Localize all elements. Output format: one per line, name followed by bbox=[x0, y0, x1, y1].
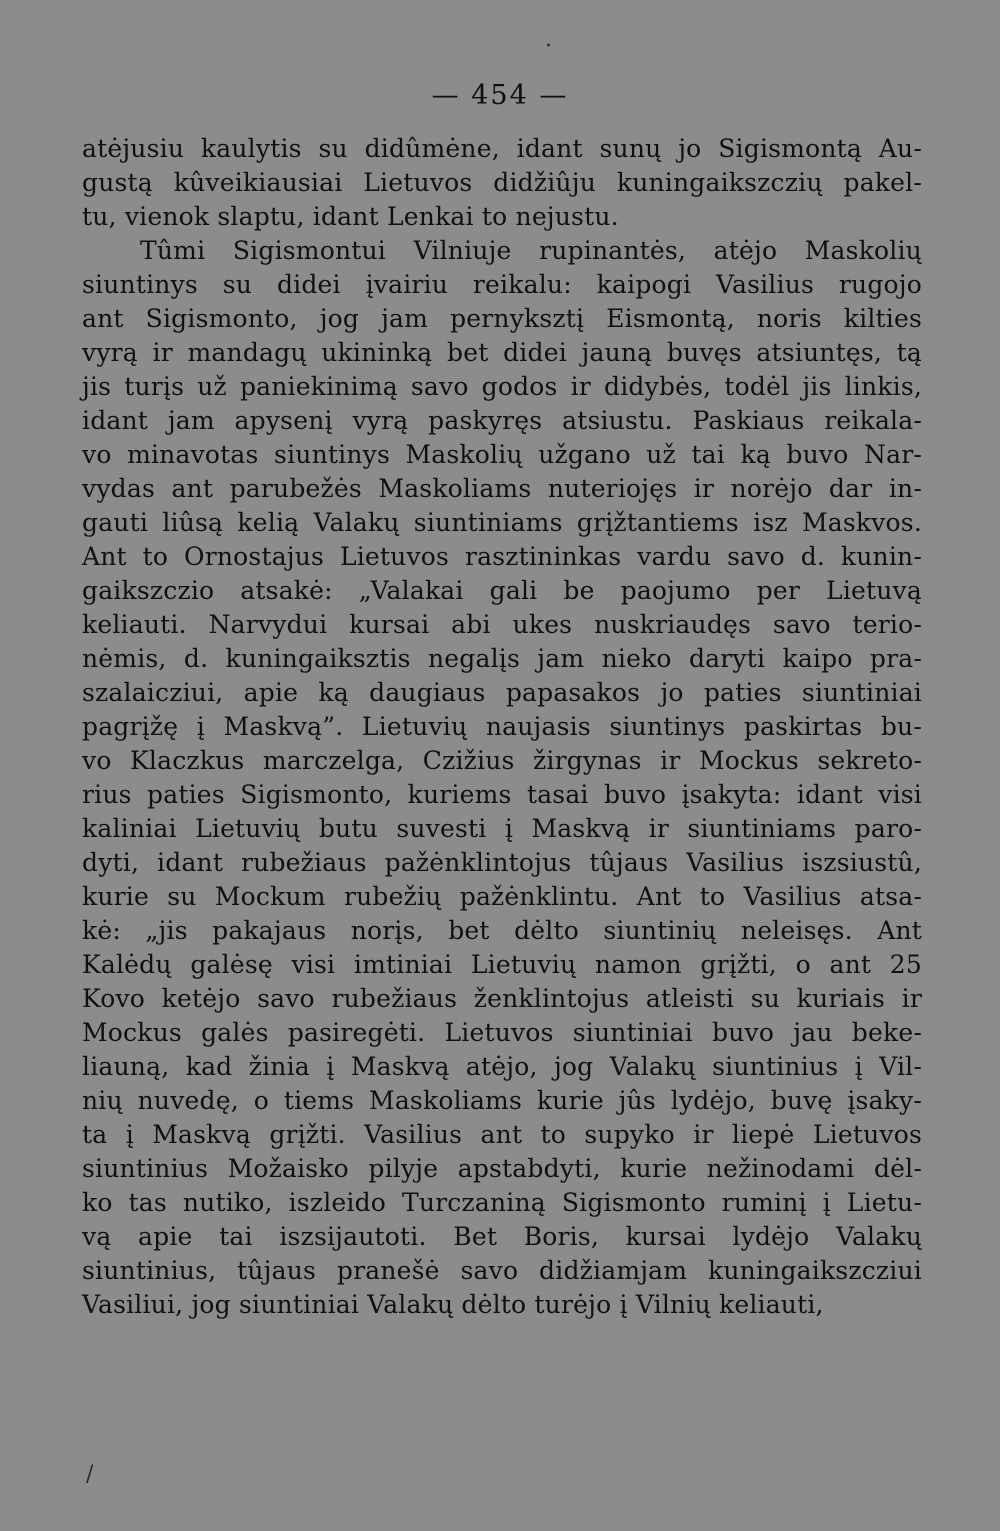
text-line: siuntinius, tûjaus pranešė savo didžiamjam kuningaikszcziui bbox=[82, 1256, 922, 1285]
text-line: vydas ant parubežės Maskoliams nuteriojęs ir norėjo dar in- bbox=[82, 474, 922, 503]
text-line: siuntinys su didei įvairiu reikalu: kaipogi Vasilius rugojo bbox=[82, 270, 922, 299]
text-line: vo Klaczkus marczelga, Czižius žirgynas ir Mockus sekreto- bbox=[82, 746, 922, 775]
page-number: — 454 — bbox=[431, 80, 569, 111]
text-line: gaikszczio atsakė: „Valakai gali be paojumo per Lietuvą bbox=[82, 576, 922, 605]
text-line: liauną, kad žinia į Maskvą atėjo, jog Valakų siuntinius į Vil- bbox=[82, 1052, 922, 1081]
scan-speck: / bbox=[86, 1462, 94, 1487]
text-line: Mockus galės pasiregėti. Lietuvos siuntiniai buvo jau beke- bbox=[82, 1018, 922, 1047]
text-line: keliauti. Narvydui kursai abi ukes nuskriaudęs savo terio- bbox=[82, 610, 922, 639]
text-line: jis turįs už paniekinimą savo godos ir didybės, todėl jis linkis, bbox=[82, 372, 922, 401]
text-line: siuntinius Možaisko pilyje apstabdyti, kurie nežinodami dėl- bbox=[82, 1154, 922, 1183]
text-line: Kalėdų galėsę visi imtiniai Lietuvių namon grįžti, o ant 25 bbox=[82, 950, 922, 979]
text-line: kaliniai Lietuvių butu suvesti į Maskvą ir siuntiniams paro- bbox=[82, 814, 922, 843]
text-line: atėjusiu kaulytis su didûmėne, idant sunų jo Sigismontą Au- bbox=[82, 134, 922, 163]
text-line: szalaicziui, apie ką daugiaus papasakos jo paties siuntiniai bbox=[82, 678, 922, 707]
text-line: Vasiliui, jog siuntiniai Valakų dėlto turėjo į Vilnių keliauti, bbox=[82, 1290, 824, 1319]
text-line: vo minavotas siuntinys Maskolių užgano už tai ką buvo Nar- bbox=[82, 440, 922, 469]
text-line: ant Sigismonto, jog jam pernyksztį Eismontą, noris kilties bbox=[82, 304, 922, 333]
scan-speck: · bbox=[545, 34, 552, 59]
text-line: gauti liûsą kelią Valakų siuntiniams grįžtantiems isz Maskvos. bbox=[82, 508, 922, 537]
text-line: tu, vienok slaptu, idant Lenkai to nejustu. bbox=[82, 202, 619, 231]
text-line: dyti, idant rubežiaus pažėnklintojus tûjaus Vasilius iszsiustû, bbox=[82, 848, 922, 877]
text-line: Kovo ketėjo savo rubežiaus ženklintojus atleisti su kuriais ir bbox=[82, 984, 922, 1013]
text-line: nių nuvedę, o tiems Maskoliams kurie jûs lydėjo, buvę įsaky- bbox=[82, 1086, 922, 1115]
text-line: vyrą ir mandagų ukininką bet didei jauną buvęs atsiuntęs, tą bbox=[82, 338, 922, 367]
text-line: gustą kûveikiausiai Lietuvos didžiûju kuningaikszczių pakel- bbox=[82, 168, 922, 197]
text-line: pagrįžę į Maskvą”. Lietuvių naujasis siuntinys paskirtas bu- bbox=[82, 712, 922, 741]
text-line: Ant to Ornostajus Lietuvos rasztininkas vardu savo d. kunin- bbox=[82, 542, 922, 571]
text-line: rius paties Sigismonto, kuriems tasai buvo įsakyta: idant visi bbox=[82, 780, 922, 809]
text-line: ko tas nutiko, iszleido Turczaniną Sigismonto ruminį į Lietu- bbox=[82, 1188, 922, 1217]
text-line: kė: „jis pakajaus norįs, bet dėlto siuntinių neleisęs. Ant bbox=[82, 916, 922, 945]
text-line: kurie su Mockum rubežių pažėnklintu. Ant to Vasilius atsa- bbox=[82, 882, 922, 911]
text-line: idant jam apysenį vyrą paskyręs atsiustu. Paskiaus reikala- bbox=[82, 406, 922, 435]
text-line: nėmis, d. kuningaiksztis negalįs jam nieko daryti kaipo pra- bbox=[82, 644, 922, 673]
text-line: ta į Maskvą grįžti. Vasilius ant to supyko ir liepė Lietuvos bbox=[82, 1120, 922, 1149]
text-line: Tûmi Sigismontui Vilniuje rupinantės, atėjo Maskolių bbox=[140, 236, 922, 265]
text-line: vą apie tai iszsijautoti. Bet Boris, kursai lydėjo Valakų bbox=[82, 1222, 922, 1251]
